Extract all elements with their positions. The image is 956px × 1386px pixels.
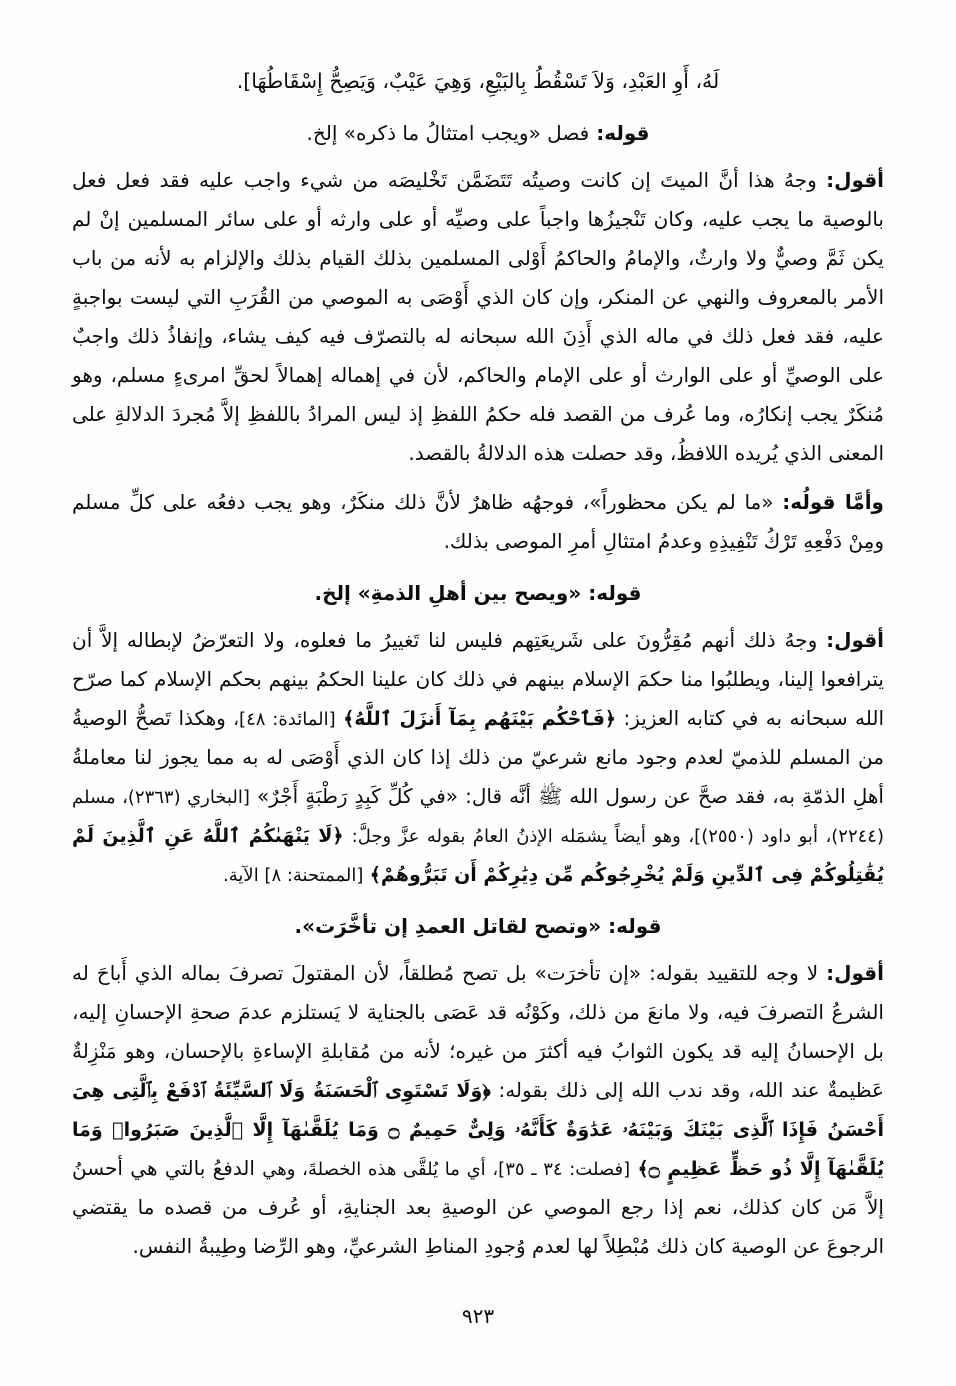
paragraph-body-4: وهكذا تَصحُّ الوصيةُ من المسلم للذميّ لعدم وجود مانع شرعيّ من ذلك إذا كان الذي أَوْصَى له به مما يجوز لنا معاملةُ أهلِ الذمّةِ به، فقد صحَّ عن رسول الله ﷺ أنَّه قال: «في كُلِّ كَبِدٍ رَطْبَةٍ أَجْرٌ» — [72, 705, 884, 808]
heading-text-3: «وتصح لقاتل العمدِ إن تأخَّرَت». — [294, 914, 602, 939]
paragraph-body-5: لا وجه للتقييد بقوله: «إن تأخرَت» بل تصح مُطلقاً، لأن المقتولَ تصرفَ بماله الذي أَباحَ له الشرعُ التصرفَ فيه، ولا مانعَ من ذلك، وكَوْنُه قد عَصَى بالجناية لا يَستلزم عدمَ صحةِ الإحسانِ إليه، بل الإحسانُ إليه قد يكون الثوابُ فيه أكثرَ من غيره؛ لأنه من مُقابلةِ الإساءةِ بالإحسان، وهو مَنْزِلةٌ عَظيمةٌ عند الله، وقد ندب الله إلى ذلك بقوله: — [72, 961, 884, 1103]
heading-text-1: فصل «ويجب امتثالُ ما ذكره» إلخ. — [306, 120, 590, 145]
paragraph-body-3: وجهُ ذلك أنهم مُقِرُّونَ على شَريعَتِهم فليس لنا تَغييرُ ما فعلوه، ولا التعرّضُ لإبطاله إلاَّ أن يترافعوا إلينا، ويطلبُوا منا حكمَ الإسلام بينهم في ذلك كان علينا الحكمُ بينهم بحكم الإسلام كما صرّح الله سبحانه به في كتابه العزيز: — [72, 627, 885, 730]
heading-prefix-3: قوله: — [608, 914, 662, 939]
paragraph-2 — [72, 483, 884, 561]
paragraph-body-6: الدفعُ بالتي هي أحسنُ إلاَّ مَن كان كذلك، نعم إذا رجع الموصي عن الوصيةِ بعد الجنايةِ، أو عُرف من قصده ما يقتضي الرجوعَ عن الوصية كان ذلك مُبْطِلاً لها لعدم وُجودِ المناطِ الشرعيِّ، وهو الرِّضا وطِيبةُ النفس. — [72, 1156, 884, 1259]
heading-text-2: «ويصح بين أهلِ الذمةِ» إلخ. — [314, 580, 582, 605]
section-heading-2 — [72, 575, 884, 611]
quran-quote-1: ﴿فَٱحْكُم بَيْنَهُم بِمَآ أَنزَلَ ٱللَّهُ﴾ — [343, 707, 617, 730]
quran-ref-2: [الممتحنة: ٨] الآية. — [223, 865, 364, 887]
section-heading-3 — [72, 908, 884, 944]
heading-prefix-2: قوله: — [588, 580, 642, 605]
paragraph-body-1: وجهُ هذا أنَّ الميتَ إن كانت وصيتُه تَتَضَمَّن تَخْليصَه من شيء واجب عليه فقد فعل فعل بالوصية ما يجب عليه، وكان تَنْجيزُها واجباً على وصيِّه أو على وارثه أو على سائر المسلمين إنْ لم يكن ثَمَّ وصيٌّ ولا وارثٌ، والإمامُ والحاكمُ أَوْلى المسلمين بذلك القيام بذلك والإلزام به لأنه من باب الأمر بالمعروف والنهي عن المنكر، وإن كان الذي أَوْصَى به الموصي من القُرَبِ التي ليست بواجبةٍ عليه، فقد فعل ذلك في ماله الذي أَذِنَ الله سبحانه له بالتصرّف فيه كيف يشاء، وإنفاذُ ذلك واجبٌ على الوصيِّ أو على الوارث أو على الإمام والحاكم، لأن في إهماله إهمالاً لحقِّ امرىءٍ مسلم، وهو مُنكَرٌ يجب إنكارُه، وما عُرف من القصد فله حكمُ اللفظِ إذ ليس المرادُ باللفظِ إلاَّ مُجردَ الدلالةِ على المعنى الذي يُريده اللافظُ، وقد حصلت هذه الدلالةُ بالقصد. — [72, 167, 884, 465]
paragraph-5 — [72, 954, 884, 1266]
hadith-ref-1: [البخاري (٢٣٦٣)، مسلم (٢٢٤٤)، أبو داود (٢٥٥٠)]، وهو أيضاً يشمَله الإذنُ العامُ بقوله عزَّ وجلَّ: — [72, 786, 884, 847]
paragraph-lead-3: أقول: — [826, 627, 885, 652]
paragraph-lead-5: أقول: — [826, 961, 884, 986]
quran-ref-1: [المائدة: ٤٨]، — [233, 708, 336, 730]
paragraph-body-2: «ما لم يكن محظوراً»، فوجهُه ظاهرٌ لأنَّ ذلك منكَرٌ، وهو يجب دفعُه على كلِّ مسلم ومِنْ دَفْعِهِ تَرْكُ تَنْفِيذِهِ وعدمُ امتثالِ أمرِ الموصى بذلك. — [72, 489, 884, 553]
quran-ref-3: [فصلت: ٣٤ ـ ٣٥]، أي ما يُلقَّى هذه الخصلةَ، وهي — [262, 1159, 631, 1181]
page-content — [72, 62, 884, 1276]
paragraph-lead-2: وأمَّا قولُه: — [782, 489, 884, 514]
continuation-line: لَهُ، أَوِ العَبْدِ، وَلاَ تَسْقُطُ بِالبَيْعِ، وَهِيَ عَيْبٌ، وَيَصِحُّ إِسْقَاطُهَا]. — [236, 69, 720, 93]
paragraph-lead-1: أقول: — [826, 167, 885, 192]
quran-quote-3: ﴿وَلَا تَسْتَوِى ٱلْحَسَنَةُ وَلَا ٱلسَّيِّئَةُ ٱدْفَعْ بِٱلَّتِى هِىَ أَحْسَنُ فَإِذَا ٱلَّذِى بَيْنَكَ وَبَيْنَهُۥ عَدَٰوَةٌ كَأَنَّهُۥ وَلِىٌّ حَمِيمٌ ۝ وَمَا يُلَقَّىٰهَآ إِلَّا ٱلَّذِينَ صَبَرُوا۟ وَمَا يُلَقَّىٰهَآ إِلَّا ذُو حَظٍّ عَظِيمٍ ۝﴾ — [72, 1080, 885, 1181]
page-number: ٩٢٣ — [461, 1304, 495, 1328]
section-heading-1 — [72, 115, 884, 151]
paragraph-1 — [72, 161, 884, 473]
paragraph-3 — [72, 621, 884, 894]
heading-prefix-1: قوله: — [596, 120, 650, 145]
quran-quote-2: ﴿لَا يَنْهَىٰكُمُ ٱللَّهُ عَنِ ٱلَّذِينَ لَمْ يُقَٰتِلُوكُمْ فِى ٱلدِّينِ وَلَمْ يُخْرِجُوكُم مِّن دِيَٰرِكُمْ أَن تَبَرُّوهُمْ﴾ — [72, 824, 884, 887]
